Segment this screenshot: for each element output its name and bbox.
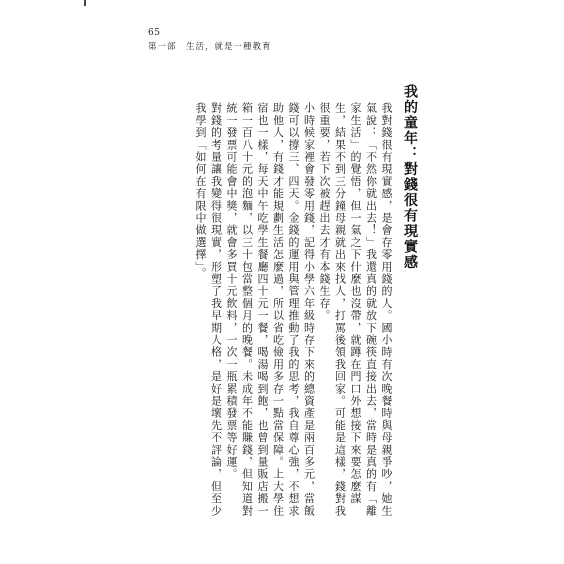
body-text	[172, 102, 394, 522]
paragraph-1: 我對錢很有現實感，是會存零用錢的人。國小時有次晚餐時與母親爭吵，她生氣說：「不然你就出去！」我還真的就放下碗筷直接出去，當時是真的有「離家生活」的覺悟，但一氣之下什麼也沒帶，就蹲在門口外想接下來要怎麼謀生，結果不到三分鐘母親就出來找人，打罵後領我回家。可能是這樣，錢對我很重要，若下次被趕出去才有本錢生存。	[318, 102, 393, 517]
page-number: 65	[148, 28, 161, 38]
running-header: 第一部 生活，就是一種教育	[148, 42, 272, 52]
section-title: 我的童年：對錢很有現實感	[402, 84, 418, 270]
paragraph-2: 小時候家裡會發零用錢，記得小學六年級時存下來的總資產是兩百多元，當飯錢可以撐三、四天。金錢的運用與管理推動了我的思考，我自尊心強，不想求助他人，有錢才能規劃生活怎麼過，所以省吃儉用多存一點當保障。上大學住宿也一樣，每天中午吃學生餐廳四十元一餐，喝湯喝到飽，也曾到量販店搬一箱一百八十元的泡麵，以三十包當整個月的晚餐。未成年不能賺錢，但知道對統一發票可能會中獎，就會多買十元飲料，一次一瓶累積發票等好運。	[225, 102, 316, 517]
paragraph-3: 對錢的考量讓我變得很現實，形塑了我早期人格，是好是壞先不評論，但至少我學到「如何在有限中做選擇」。	[194, 102, 223, 517]
crop-mark	[84, 0, 86, 6]
